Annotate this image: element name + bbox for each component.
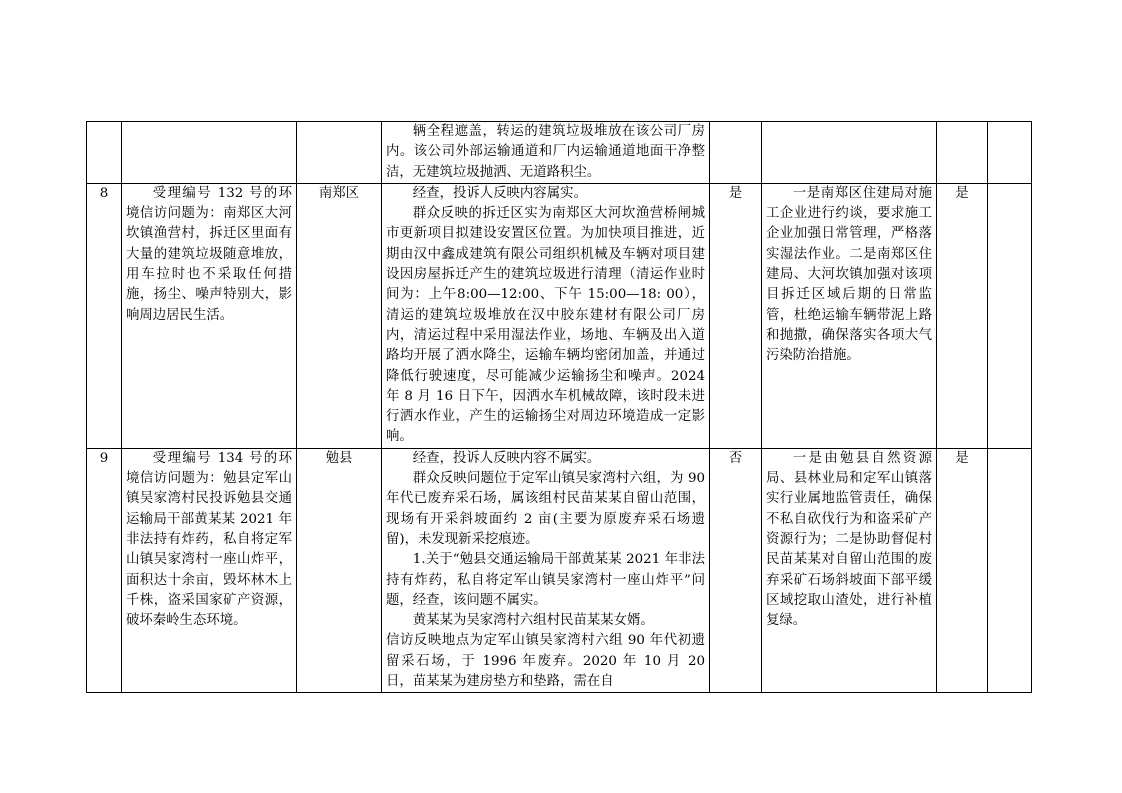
issue-cell — [122, 122, 297, 184]
complaint-table — [86, 121, 1032, 693]
verified-cell: 是 — [710, 183, 762, 448]
investigation-cell — [382, 183, 710, 448]
investigation-paragraph: 辆全程遮盖，转运的建筑垃圾堆放在该公司厂房内。该公司外部运输通道和厂内运输通道地面干净整洁，无建筑垃圾抛洒、无道路积尘。 — [386, 124, 705, 180]
row-number: 9 — [87, 448, 122, 693]
verified-cell: 否 — [710, 448, 762, 693]
note-cell — [988, 122, 1032, 184]
issue-text: 受理编号 132 号的环境信访问题为：南郑区大河坎镇渔营村，拆迁区里面有大量的建筑垃圾随意堆放，用车拉时也不采取任何措施，扬尘、噪声特别大，影响周边居民生活。 — [126, 185, 292, 323]
region-cell — [297, 122, 382, 184]
table-row — [87, 122, 1032, 184]
rectified-cell: 是 — [937, 183, 988, 448]
note-cell — [988, 448, 1032, 693]
issue-cell — [122, 183, 297, 448]
issue-cell — [122, 448, 297, 693]
measures-text: 一是由勉县自然资源局、县林业局和定军山镇落实行业属地监管责任，确保不私自砍伐行为和盗采矿产资源行为；二是协助督促村民苗某某对自留山范围的废弃采矿石场斜坡面下部平缓区域挖取山渣处，进行补植复绿。 — [766, 450, 932, 629]
investigation-paragraph: 经查，投诉人反映内容属实。 — [412, 185, 587, 201]
measures-cell — [762, 183, 937, 448]
measures-cell — [762, 448, 937, 693]
table-row — [87, 448, 1032, 693]
investigation-cell — [382, 122, 710, 184]
verified-cell — [710, 122, 762, 184]
investigation-paragraph: 群众反映的拆迁区实为南郑区大河坎渔营桥闸城市更新项目拟建设安置区位置。为加快项目推进，近期由汉中鑫成建筑有限公司组织机械及车辆对项目建设因房屋拆迁产生的建筑垃圾进行清理（清运作业时间为：上午8:00—12:00、下午 15:00—18: 00），清运的建筑垃圾堆放在汉中胶东建材有限公司厂房内，清运过程中采用湿法作业，场地、车辆及出入道路均开展了洒水降尘，运输车辆均密闭加盖，并通过降低行驶速度，尽可能减少运输扬尘和噪声。2024 年 8 月 16 日下午，因洒水车机械故障，该时段未进行洒水作业，产生的运输扬尘对周边环境造成一定影响。 — [386, 206, 705, 445]
investigation-paragraph: 1.关于“勉县交通运输局干部黄某某 2021 年非法持有炸药，私自将定军山镇吴家湾村一座山炸平”问题，经查，该问题不属实。 — [386, 552, 705, 608]
measures-text: 一是南郑区住建局对施工企业进行约谈，要求施工企业加强日常管理，严格落实湿法作业。二是南郑区住建局、大河坎镇加强对该项目拆迁区域后期的日常监管，杜绝运输车辆带泥上路和抛撒，确保落实各项大气污染防治措施。 — [766, 185, 932, 364]
rectified-cell: 是 — [937, 448, 988, 693]
row-number — [87, 122, 122, 184]
note-cell — [988, 183, 1032, 448]
region-cell: 南郑区 — [297, 183, 382, 448]
issue-text: 受理编号 134 号的环境信访问题为：勉县定军山镇吴家湾村民投诉勉县交通运输局干部黄某某 2021 年非法持有炸药，私自将定军山镇吴家湾村一座山炸平，面积达十余亩，毁坏林木上千株，盗采国家矿产资源，破坏秦岭生态环境。 — [126, 450, 292, 629]
investigation-paragraph: 群众反映问题位于定军山镇吴家湾村六组，为 90 年代已废弃采石场，属该组村民苗某某自留山范围，现场有开采斜坡面约 2 亩(主要为原废弃采石场遗留)，未发现新采挖痕迹。 — [386, 471, 705, 547]
investigation-paragraph: 经查，投诉人反映内容不属实。 — [412, 450, 601, 466]
investigation-paragraph: 黄某某为吴家湾村六组村民苗某某女婿。 — [412, 613, 654, 629]
investigation-cell — [382, 448, 710, 693]
measures-cell — [762, 122, 937, 184]
rectified-cell — [937, 122, 988, 184]
row-number: 8 — [87, 183, 122, 448]
table-row — [87, 183, 1032, 448]
investigation-paragraph: 信访反映地点为定军山镇吴家湾村六组 90 年代初遗留采石场，于 1996 年废弃。2020 年 10 月 20 日，苗某某为建房垫方和垫路，需在自 — [386, 633, 705, 690]
region-cell: 勉县 — [297, 448, 382, 693]
